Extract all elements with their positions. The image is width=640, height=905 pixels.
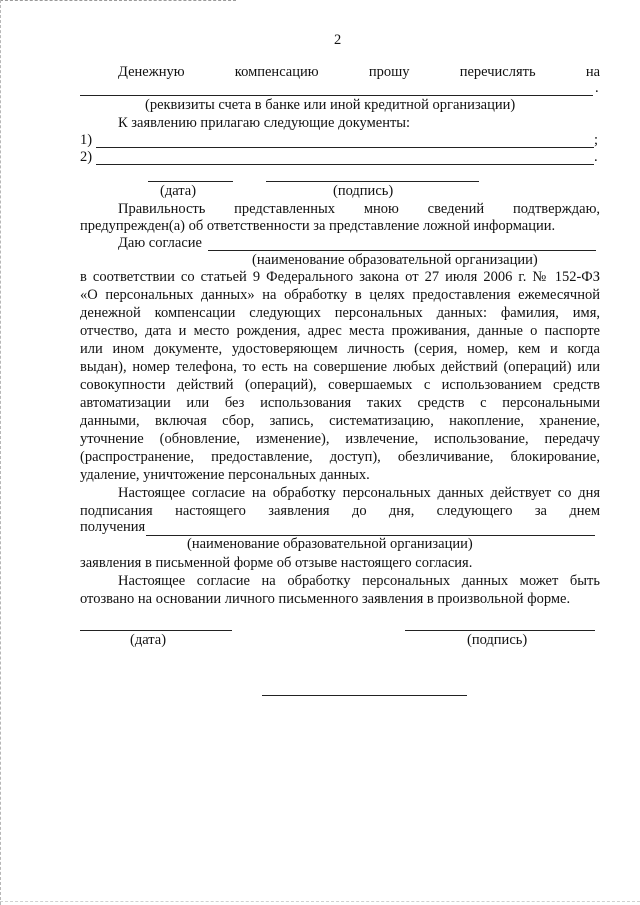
bank-line-end-mark: . xyxy=(595,80,599,96)
confirmation-word: сведений xyxy=(427,201,485,217)
scan-edge-left xyxy=(0,0,2,905)
validity-line-2 xyxy=(80,503,600,520)
attachment-field-2[interactable] xyxy=(96,164,594,165)
validity-organization-caption: (наименование образовательной организации) xyxy=(187,536,473,552)
request-word: перечислять xyxy=(459,64,536,80)
bank-details-field[interactable] xyxy=(80,95,593,96)
consent-text-line: денежной компенсации следующих персональных данных: фамилия, имя, xyxy=(80,305,600,321)
validity-word: за xyxy=(534,503,547,519)
scan-edge-bottom xyxy=(0,901,640,903)
revocation-line-2: отозвано на основании личного письменного заявления в произвольной форме. xyxy=(80,591,571,607)
validity-word: днем xyxy=(569,503,601,519)
validity-word: подписания xyxy=(80,503,153,519)
date-field-2[interactable] xyxy=(80,630,232,631)
consent-organization-caption: (наименование образовательной организации) xyxy=(252,252,538,268)
request-word: Денежную xyxy=(118,64,185,80)
confirmation-word: Правильность xyxy=(118,201,206,217)
consent-text-line: отчество, дата и место рождения, адрес места проживания, данные о паспорте xyxy=(80,323,600,339)
validity-word: до xyxy=(351,503,367,519)
signature-field-2[interactable] xyxy=(405,630,595,631)
request-word: прошу xyxy=(368,64,410,80)
closing-separator-line xyxy=(262,695,467,696)
validity-word: дня, xyxy=(388,503,415,519)
consent-text-line: уточнение (обновление, изменение), извлечение, использование, передачу xyxy=(80,431,600,447)
confirmation-word: мною xyxy=(363,201,399,217)
date-field-1[interactable] xyxy=(148,181,233,182)
consent-text-line: автоматизации или без использования таких средств с персональными xyxy=(80,395,600,411)
consent-text-line: (распространение, предоставление, доступ), обезличивание, блокирование, xyxy=(80,449,600,465)
bank-details-caption: (реквизиты счета в банке или иной кредитной организации) xyxy=(145,97,516,113)
consent-text-last-line: удаление, уничтожение персональных данных. xyxy=(80,467,370,483)
signature-label-2: (подпись) xyxy=(467,632,528,648)
compensation-request-line xyxy=(118,64,600,81)
attachment-number: 1) xyxy=(80,132,93,148)
consent-text-line: или ином документе, удостоверяющем личность (серия, номер, кем и когда xyxy=(80,341,600,357)
date-label-2: (дата) xyxy=(130,632,167,648)
request-word: на xyxy=(585,64,601,80)
validity-line-1: Настоящее согласие на обработку персональных данных действует со дня xyxy=(118,485,600,501)
consent-text-line: совокупности действий (операций), совершаемых с использованием средств xyxy=(80,377,600,393)
validity-line-4: заявления в письменной форме об отзыве настоящего согласия. xyxy=(80,555,473,571)
date-label-1: (дата) xyxy=(160,183,197,199)
attachments-intro: К заявлению прилагаю следующие документы: xyxy=(118,115,411,131)
attachment-end-mark: . xyxy=(594,149,598,165)
consent-text-line: в соответствии со статьей 9 Федерального закона от 27 июля 2006 г. № 152-ФЗ xyxy=(80,269,600,285)
consent-text-line: «О персональных данных» на обработку в целях предоставления ежемесячной xyxy=(80,287,600,303)
confirmation-word: представленных xyxy=(234,201,336,217)
consent-organization-field[interactable] xyxy=(208,250,596,251)
confirmation-line-2: предупрежден(а) об ответственности за представление ложной информации. xyxy=(80,218,556,234)
page-number: 2 xyxy=(334,32,342,48)
consent-text-line: данными, включая сбор, запись, систематизацию, накопление, хранение, xyxy=(80,413,600,429)
signature-label-1: (подпись) xyxy=(333,183,394,199)
validity-word: заявления xyxy=(268,503,330,519)
validity-word: следующего xyxy=(436,503,513,519)
scan-edge-top xyxy=(0,0,236,2)
validity-word: настоящего xyxy=(175,503,246,519)
consent-intro: Даю согласие xyxy=(118,235,202,251)
attachment-number: 2) xyxy=(80,149,93,165)
confirmation-word: подтверждаю, xyxy=(513,201,601,217)
revocation-line-1: Настоящее согласие на обработку персональных данных может быть xyxy=(118,573,600,589)
attachment-field-1[interactable] xyxy=(96,147,594,148)
consent-text-line: выдан), номер телефона, то есть на совершение любых действий (операций) или xyxy=(80,359,600,375)
request-word: компенсацию xyxy=(234,64,319,80)
confirmation-line-1 xyxy=(118,201,600,218)
attachment-end-mark: ; xyxy=(594,132,599,148)
validity-line-3-start: получения xyxy=(80,519,146,535)
signature-field-1[interactable] xyxy=(266,181,479,182)
